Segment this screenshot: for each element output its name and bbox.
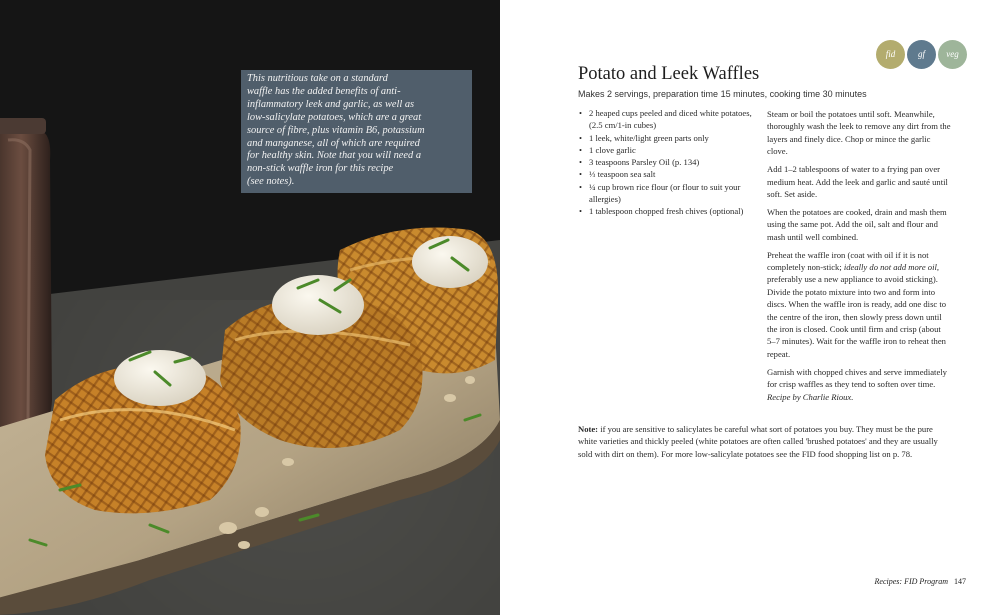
ingredient-item: • 3 teaspoons Parsley Oil (p. 134) bbox=[589, 156, 756, 168]
method-step-2: Add 1–2 tablespoons of water to a frying pan over medium heat. Add the leek and garlic and sauté until soft. Set aside. bbox=[767, 164, 948, 199]
method-step-3: When the potatoes are cooked, drain and mash them using the same pot. Add the oil, salt and flour and mash until well combined. bbox=[767, 206, 947, 242]
method-step-4-emphasis: ideally do not add more oil bbox=[843, 261, 937, 272]
page-number: 147 bbox=[954, 577, 966, 586]
intro-callout-text: This nutritious take on a standard waffle has the added benefits of anti- inflammatory leek and garlic, as well as low-salicylate potatoes, which are a great source of fibre, plus vitamin B6, potassium and manganese, all of which are required for healthy skin. Note that you will need a non-stick waffle iron for this recipe (see notes). bbox=[247, 73, 425, 188]
recipe-credit: Recipe by Charlie Rioux. bbox=[767, 391, 854, 402]
cream-dollop-back bbox=[412, 236, 488, 288]
method-step-4-a: Preheat the waffle iron (coat with oil if it is not completely non-stick; bbox=[767, 249, 929, 272]
ingredient-item: • 1 leek, white/light green parts only bbox=[589, 132, 756, 144]
method-step-5 bbox=[767, 366, 951, 403]
note-label: Note: bbox=[578, 424, 599, 434]
ingredient-item: • 2 heaped cups peeled and diced white potatoes, (2.5 cm/1-in cubes) bbox=[589, 107, 756, 132]
recipe-page bbox=[500, 0, 1000, 615]
ingredient-item: • 1 tablespoon chopped fresh chives (optional) bbox=[589, 205, 756, 217]
jar bbox=[0, 118, 52, 445]
intro-callout bbox=[241, 70, 472, 193]
method-step-1: Steam or boil the potatoes until soft. Meanwhile, thoroughly wash the leek to remove any dirt from the layers and finely dice. Chop or mince the garlic clove. bbox=[767, 109, 951, 157]
ingredient-list bbox=[578, 107, 756, 218]
badge-gf bbox=[907, 40, 936, 69]
badge-gf-label: gf bbox=[917, 49, 925, 59]
method-step-4-b: , preferably use a new appliance to avoid sticking). Divide the potato mixture into two and form into discs. When the waffle iron is ready, add one disc to the centre of the iron, then slowly press down until the iron is closed. Cook until firm and crisp (about 5–7 minutes). Wait for the waffle iron to reheat then repeat. bbox=[767, 261, 947, 359]
method-step-5-text: Garnish with chopped chives and serve immediately for crisp waffles as they tend to soften over time. bbox=[767, 366, 947, 390]
cream-dollop-middle bbox=[272, 275, 364, 335]
method-step-4 bbox=[767, 249, 951, 361]
badge-fid bbox=[876, 40, 905, 69]
ingredient-item: • 1 clove garlic bbox=[589, 144, 756, 156]
method-steps bbox=[767, 108, 951, 408]
page-footer bbox=[875, 577, 966, 586]
recipe-subtitle: Makes 2 servings, preparation time 15 minutes, cooking time 30 minutes bbox=[578, 89, 867, 99]
ingredient-item: • ⅓ teaspoon sea salt bbox=[589, 168, 756, 180]
badge-veg-label: veg bbox=[946, 49, 959, 59]
ingredient-item: • ¼ cup brown rice flour (or flour to suit your allergies) bbox=[589, 181, 756, 206]
badge-fid-label: fid bbox=[885, 49, 896, 59]
recipe-note bbox=[578, 423, 952, 460]
note-text: if you are sensitive to salicylates be careful what sort of potatoes you buy. They must be the pure white varieties and thickly peeled (white potatoes are often called 'brushed potatoes' and they are usually sold with dirt on them). For more low-salicylate potatoes see the FID food shopping list on p. 78. bbox=[578, 424, 938, 459]
footer-label: Recipes: FID Program bbox=[874, 577, 948, 586]
badge-veg bbox=[938, 40, 967, 69]
recipe-title: Potato and Leek Waffles bbox=[578, 64, 760, 84]
